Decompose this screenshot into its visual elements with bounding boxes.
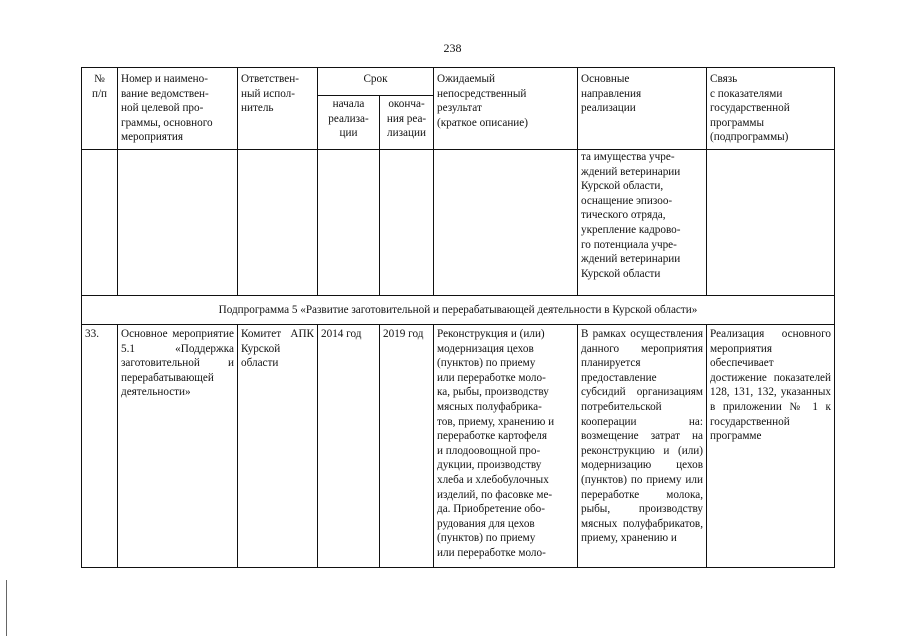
header-term-start: начала реализа- ции [318,96,380,150]
cont-cell-link [707,150,835,296]
cont-cell-executor [238,150,318,296]
header-term: Срок [318,68,434,96]
row-result: Реконструкция и (или) модернизация цехов (пунктов) по приему или переработке моло- ка, рыбы, производству мясных полуфабрика- тов, приему, хранению и переработке картофеля и плодоовощной про- дукции, производству хлеба и хлебобулочных изделий, по фасовке ме- да. Приобретение обо- рудования для цехов (пунктов) по приему или переработке моло- [434,325,578,568]
page-number: 238 [443,41,462,55]
row-link: Реализация основного мероприятия обеспечивает достижение показателей 128, 131, 132, указанных в приложении № 1 к государственной программе [707,325,835,568]
cont-cell-program [118,150,238,296]
continuation-row [82,150,835,296]
cont-cell-num [82,150,118,296]
row-executor: Комитет АПК Курской области [238,325,318,568]
subprogram-title: Подпрограмма 5 «Развитие заготовительной и перерабатывающей деятельности в Курской области» [82,296,835,325]
cont-cell-end [380,150,434,296]
table-row [82,325,835,568]
header-term-end: оконча- ния реа- лизации [380,96,434,150]
header-program: Номер и наимено- вание ведомствен- ной целевой про- граммы, основного мероприятия [118,68,238,150]
cont-cell-directions: та имущества учре- ждений ветеринарии Курской области, оснащение эпизоо- тического отряда, укрепление кадрово- го потенциала учре- ждений ветеринарии Курской области [578,150,707,296]
row-num: 33. [82,325,118,568]
cont-cell-result [434,150,578,296]
header-result: Ожидаемый непосредственный результат (краткое описание) [434,68,578,150]
row-program: Основное мероприятие 5.1 «Поддержка заготовительной и перерабатывающей деятельности» [118,325,238,568]
row-end: 2019 год [380,325,434,568]
row-directions: В рамках осуществления данного мероприятия планируется предоставление субсидий организациям потребительской кооперации на: возмещение затрат на реконструкцию и (или) модернизацию цехов (пунктов) по приему или переработке молока, рыбы, производству мясных полуфабрикатов, приему, хранению и [578,325,707,568]
subprogram-row [82,296,835,325]
row-start: 2014 год [318,325,380,568]
header-link: Связь с показателями государственной программы (подпрограммы) [707,68,835,150]
scan-edge-line [6,580,7,636]
program-table [81,67,835,568]
header-directions: Основные направления реализации [578,68,707,150]
cont-cell-start [318,150,380,296]
header-num: № п/п [82,68,118,150]
header-executor: Ответствен- ный испол- нитель [238,68,318,150]
